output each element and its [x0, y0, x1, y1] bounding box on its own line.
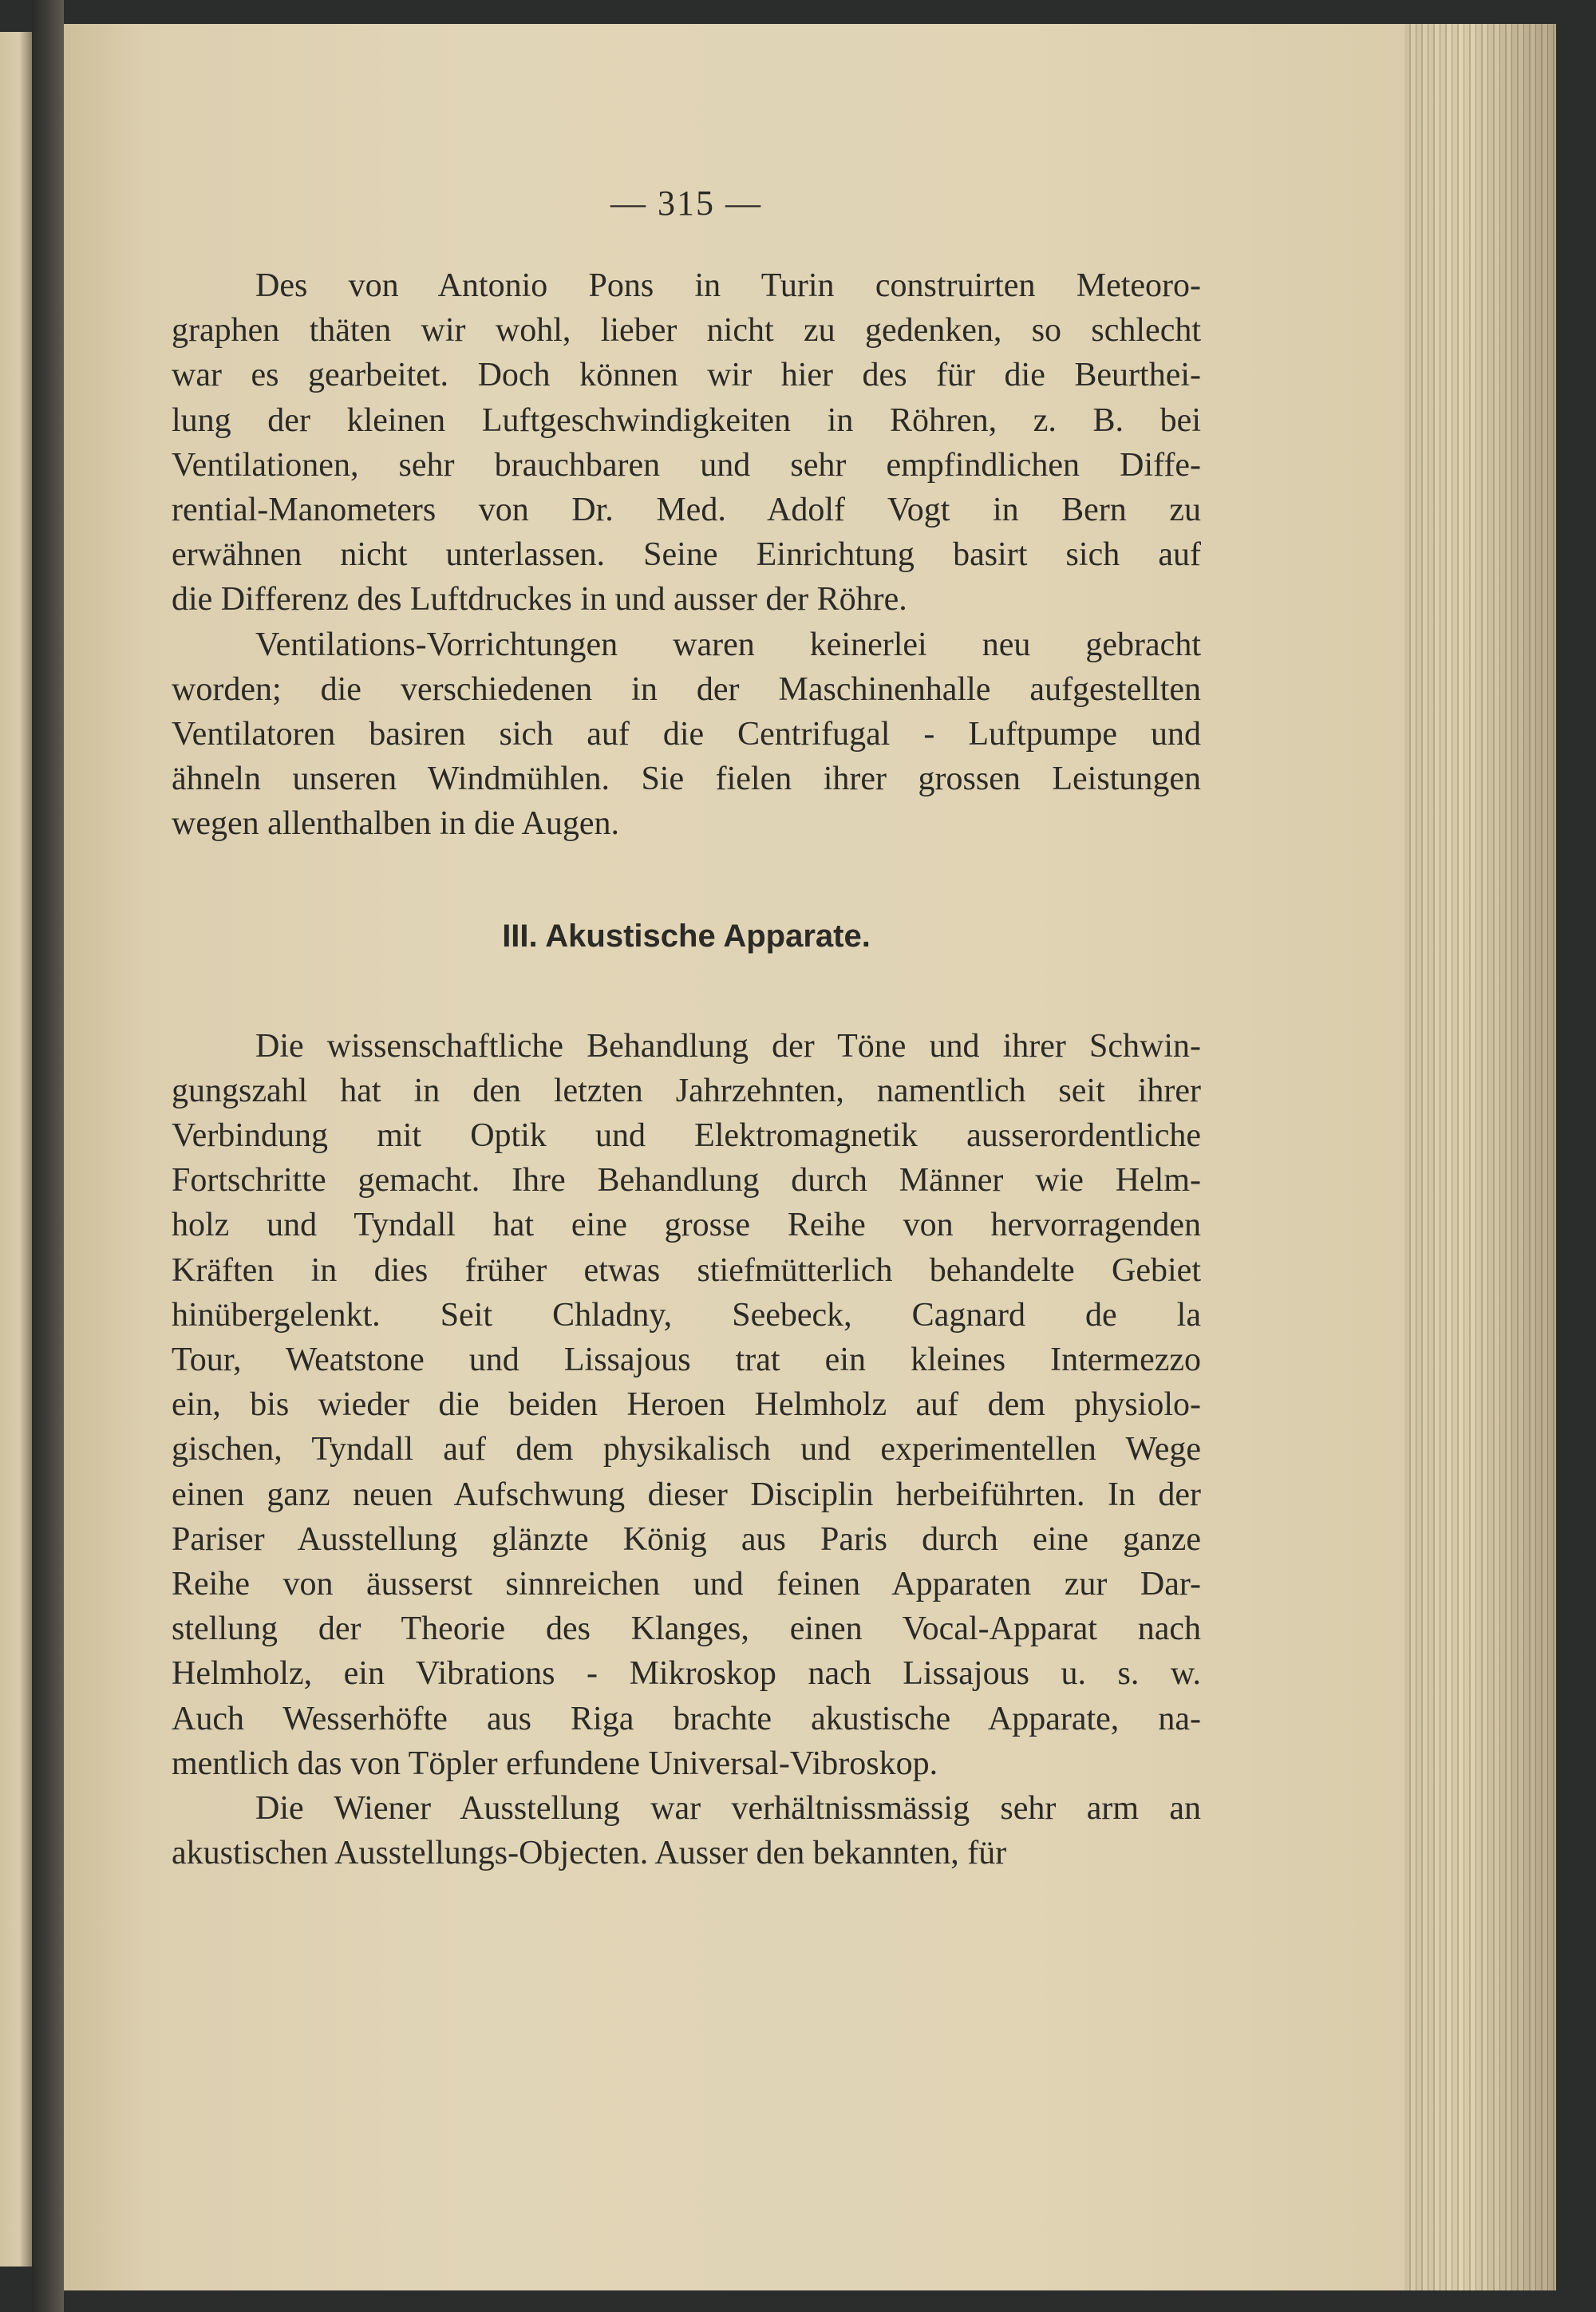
text-line: Pariser Ausstellung glänzte König aus Paris durch eine ganze: [172, 1520, 1201, 1558]
text-line: Die wissenschaftliche Behandlung der Töne und ihrer Schwin-: [255, 1027, 1201, 1065]
text-line: lung der kleinen Luftgeschwindigkeiten in Röhren, z. B. bei: [172, 401, 1201, 439]
text-line: gungszahl hat in den letzten Jahrzehnten, namentlich seit ihrer: [172, 1072, 1201, 1109]
text-line: war es gearbeitet. Doch können wir hier des für die Beurthei-: [172, 357, 1201, 394]
section-heading: III. Akustische Apparate.: [502, 918, 871, 954]
text-line: Reihe von äusserst sinnreichen und feinen Apparaten zur Dar-: [172, 1566, 1201, 1603]
paragraph: [172, 1024, 1201, 1786]
section-top-paragraphs: [172, 263, 1201, 847]
text-line: ähneln unseren Windmühlen. Sie fielen ihrer grossen Leistungen: [172, 761, 1201, 798]
text-line: graphen thäten wir wohl, lieber nicht zu gedenken, so schlecht: [172, 312, 1201, 350]
text-line: Kräften in dies früher etwas stiefmütterlich behandelte Gebiet: [172, 1251, 1201, 1289]
text-line: hinübergelenkt. Seit Chladny, Seebeck, Cagnard de la: [172, 1296, 1201, 1334]
text-line: einen ganz neuen Aufschwung dieser Disciplin herbeiführten. In der: [172, 1476, 1201, 1513]
text-line: Ventilations-Vorrichtungen waren keinerlei neu gebracht: [255, 626, 1201, 663]
text-line: erwähnen nicht unterlassen. Seine Einrichtung basirt sich auf: [172, 536, 1201, 574]
paragraph: [172, 1786, 1201, 1875]
text-line: Helmholz, ein Vibrations - Mikroskop nach Lissajous u. s. w.: [172, 1655, 1201, 1693]
text-line: Des von Antonio Pons in Turin construirten Meteoro-: [255, 267, 1201, 304]
text-line: Ventilatoren basiren sich auf die Centrifugal - Luftpumpe und: [172, 716, 1201, 753]
text-line: worden; die verschiedenen in der Maschinenhalle aufgestellten: [172, 670, 1201, 708]
text-line: Fortschritte gemacht. Ihre Behandlung durch Männer wie Helm-: [172, 1162, 1201, 1199]
text-line: gischen, Tyndall auf dem physikalisch und experimentellen Wege: [172, 1431, 1201, 1468]
text-line: holz und Tyndall hat eine grosse Reihe von hervorragenden: [172, 1207, 1201, 1244]
text-line: Ventilationen, sehr brauchbaren und sehr empfindlichen Diffe-: [172, 446, 1201, 484]
text-line: akustischen Ausstellungs-Objecten. Ausser den bekannten, für: [172, 1835, 1007, 1872]
text-line: ein, bis wieder die beiden Heroen Helmholz auf dem physiolo-: [172, 1386, 1201, 1424]
paragraph: [172, 263, 1201, 622]
text-line: stellung der Theorie des Klanges, einen Vocal-Apparat nach: [172, 1610, 1201, 1648]
text-line: Auch Wesserhöfte aus Riga brachte akustische Apparate, na-: [172, 1700, 1201, 1737]
text-line: Verbindung mit Optik und Elektromagnetik ausserordentliche: [172, 1117, 1201, 1155]
paragraph: [172, 622, 1201, 847]
text-line: wegen allenthalben in die Augen.: [172, 805, 619, 843]
text-line: die Differenz des Luftdruckes in und ausser der Röhre.: [172, 581, 907, 619]
text-line: mentlich das von Töpler erfundene Universal-Vibroskop.: [172, 1745, 938, 1782]
text-block: [172, 184, 1201, 1876]
page-block-shading: [1404, 24, 1556, 2290]
text-line: rential-Manometers von Dr. Med. Adolf Vogt in Bern zu: [172, 492, 1201, 529]
text-line: Die Wiener Ausstellung war verhältnissmässig sehr arm an: [255, 1790, 1201, 1828]
facing-page-edge: [0, 32, 32, 2267]
text-line: Tour, Weatstone und Lissajous trat ein kleines Intermezzo: [172, 1342, 1201, 1379]
page-number: — 315 —: [610, 184, 762, 223]
book-gutter: [32, 0, 64, 2312]
section-bottom-paragraphs: [172, 1024, 1201, 1876]
